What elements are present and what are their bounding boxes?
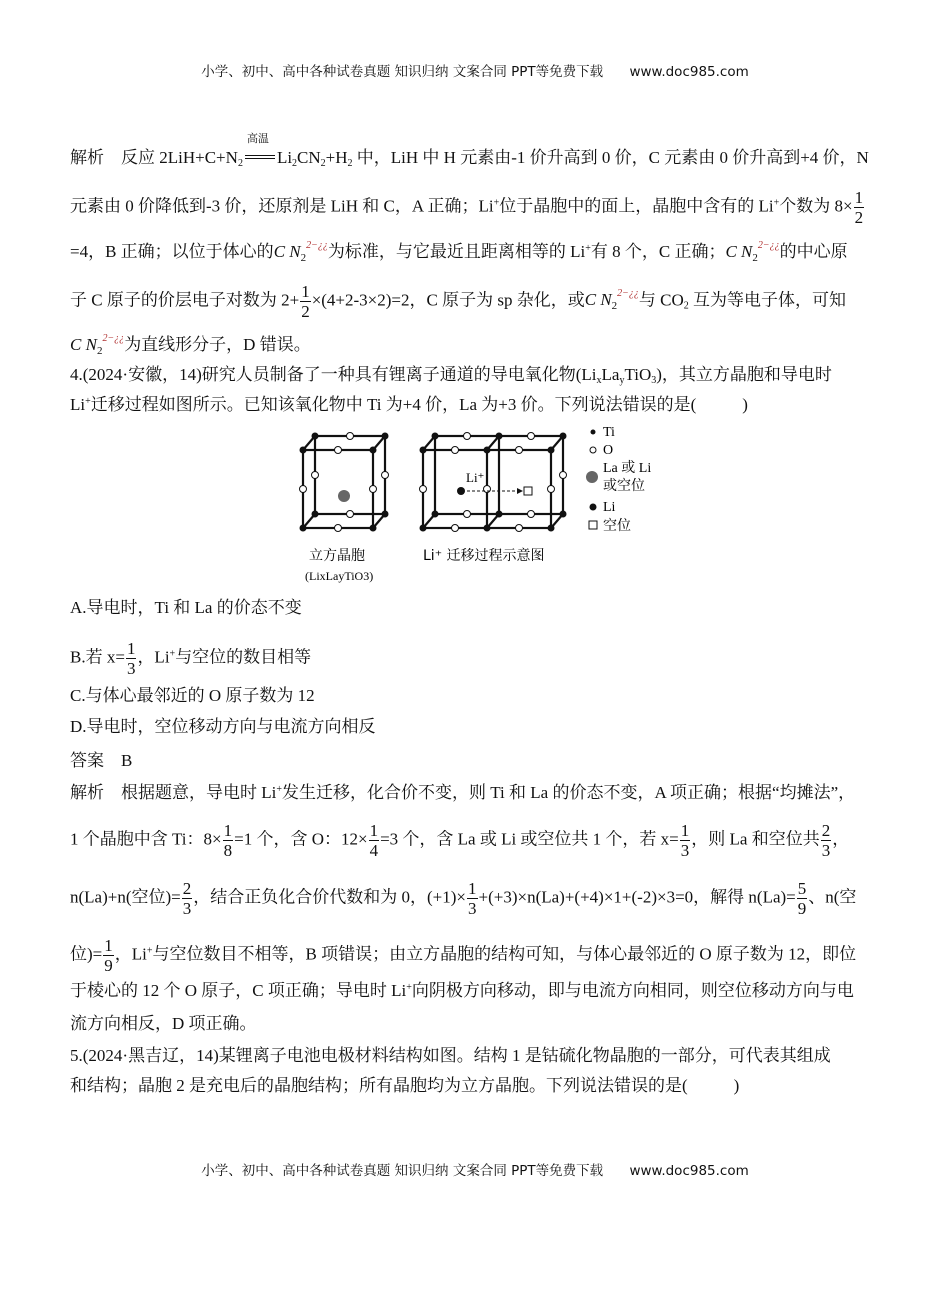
fraction: $\frac{1}{2}$ (854, 188, 864, 227)
analysis3-line1: 解析 反应 $2LiH+C+N_2$ 高温 $Li_2CN_2+H_2$ 中，LiH 中 H 元素由-1 价升高到 0 价，C 元素由 0 价升高到+4 价，N (70, 133, 869, 169)
cn2-ion: C $N_2^{2-¿¿}$ (70, 333, 125, 357)
crystal-figure (295, 414, 665, 590)
svg-text:Li⁺ 迁移过程示意图: Li⁺ 迁移过程示意图 (423, 548, 545, 564)
analysis4-line5: 于棱心的 12 个 O 原子，C 项正确；导电时 Li+向阴极方向移动，即与电流方向相同，则空位移动方向与电 (70, 981, 854, 1000)
svg-text:立方晶胞: 立方晶胞 (309, 548, 365, 564)
q4-option-c: C.与体心最邻近的 O 原子数为 12 (70, 686, 315, 705)
analysis3-line5: C $N_2^{2-¿¿}$为直线形分子，D 错误。 (70, 333, 311, 357)
analysis3-line2: 元素由 0 价降低到-3 价，还原剂是 LiH 和 C，A 正确；Li+位于晶胞中的面上，晶胞中含有的 Li+个数为 8× $\frac{1}{2}$ (70, 188, 864, 227)
svg-text:空位: 空位 (603, 519, 631, 534)
li-atom (457, 487, 465, 495)
footer-url[interactable]: www.doc985.com (629, 1163, 749, 1179)
reaction-arrow: 高温 (243, 147, 277, 169)
analysis3-line3: =4，B 正确；以位于体心的C $N_2^{2-¿¿}$为标准，与它最近且距离相等的 Li+有 8 个，C 正确；C $N_2^{2-¿¿}$的中心原 (70, 240, 848, 264)
svg-text:或空位: 或空位 (603, 479, 645, 494)
svg-text:Li: Li (603, 500, 616, 515)
cn2-ion: C $N_2^{2-¿¿}$ (273, 240, 328, 264)
fraction: $\frac{1}{3}$ (468, 879, 477, 918)
page-footer (0, 1159, 950, 1179)
q4-line1: 4.(2024·安徽，14)研究人员制备了一种具有锂离子通道的导电氧化物$(Li_xLa_yTiO_3)$，其立方晶胞和导电时 (70, 365, 832, 386)
page-header (0, 60, 950, 80)
fraction: $\frac{1}{3}$ (680, 821, 690, 860)
fraction: $\frac{5}{9}$ (797, 879, 807, 918)
fraction: $\frac{1}{8}$ (223, 821, 233, 860)
vacancy-square (524, 487, 532, 495)
fraction: $\frac{2}{3}$ (182, 879, 192, 918)
cn2-ion: C $N_2^{2-¿¿}$ (584, 288, 639, 313)
svg-text:O: O (603, 443, 614, 458)
analysis4-line1: 解析 根据题意，导电时 Li+发生迁移，化合价不变，则 Ti 和 La 的价态不变，A 项正确；根据“均摊法”， (70, 783, 856, 802)
svg-text:(LixLayTiO3): (LixLayTiO3) (305, 569, 374, 583)
analysis4-line2: 1 个晶胞中含 Ti：8× $\frac{1}{8}$ =1 个，含 O：12× $\frac{1}{4}$ =3 个，含 La 或 Li 或空位共 1 个，若 x= $\frac{1}{3}$ ，则 La 和空位共 $\frac{2}{3}$ ， (70, 821, 850, 860)
svg-text:Ti: Ti (603, 425, 615, 440)
svg-text:La 或 Li: La 或 Li (603, 461, 652, 476)
fraction: $\frac{1}{2}$ (301, 282, 310, 321)
q4-answer: 答案 B (70, 751, 133, 770)
analysis4-line6: 流方向相反，D 项正确。 (70, 1014, 257, 1033)
header-text: 小学、初中、高中各种试卷真题 知识归纳 文案合同 PPT等免费下载 (201, 64, 604, 80)
header-url[interactable]: www.doc985.com (629, 64, 749, 80)
analysis3-line4: 子 C 原子的价层电子对数为 2+ $\frac{1}{2}$ ×(4+2-3×2)=2，C 原子为 sp 杂化，或C $N_2^{2-¿¿}$与 $CO_2$ 互为等电子体，可知 (70, 282, 847, 321)
q5-line1: 5.(2024·黑吉辽，14)某锂离子电池电极材料结构如图。结构 1 是钴硫化物晶胞的一部分，可代表其组成 (70, 1046, 831, 1065)
analysis4-line4: 位)= $\frac{1}{9}$ ，Li+与空位数目不相等，B 项错误；由立方晶胞的结构可知，与体心最邻近的 O 原子数为 12，即位 (70, 936, 857, 975)
q4-option-b: B.若 x= $\frac{1}{3}$ ，Li+与空位的数目相等 (70, 639, 312, 678)
q4-option-d: D.导电时，空位移动方向与电流方向相反 (70, 717, 376, 736)
q5-line2: 和结构；晶胞 2 是充电后的晶胞结构；所有晶胞均为立方晶胞。下列说法错误的是( ) (70, 1076, 740, 1095)
q4-line2: Li+迁移过程如图所示。已知该氧化物中 Ti 为+4 价，La 为+3 价。下列说法错误的是( ) (70, 395, 748, 414)
cn2-ion: C $N_2^{2-¿¿}$ (725, 240, 780, 264)
la-atom (338, 490, 350, 502)
svg-text:Li⁺: Li⁺ (466, 470, 485, 485)
fraction: $\frac{2}{3}$ (821, 821, 831, 860)
fraction: $\frac{1}{3}$ (126, 639, 136, 678)
footer-text: 小学、初中、高中各种试卷真题 知识归纳 文案合同 PPT等免费下载 (201, 1163, 604, 1179)
analysis4-line3: n(La)+n(空位)= $\frac{2}{3}$ ，结合正负化合价代数和为 0，(+1)× $\frac{1}{3}$ +(+3)×n(La)+(+4)×1+(-2)×3=0，解得 n(La)= $\frac{5}{9}$ 、n(空 (70, 879, 857, 918)
q4-option-a: A.导电时，Ti 和 La 的价态不变 (70, 598, 302, 617)
fraction: $\frac{1}{4}$ (369, 821, 379, 860)
fraction: $\frac{1}{9}$ (104, 936, 113, 975)
